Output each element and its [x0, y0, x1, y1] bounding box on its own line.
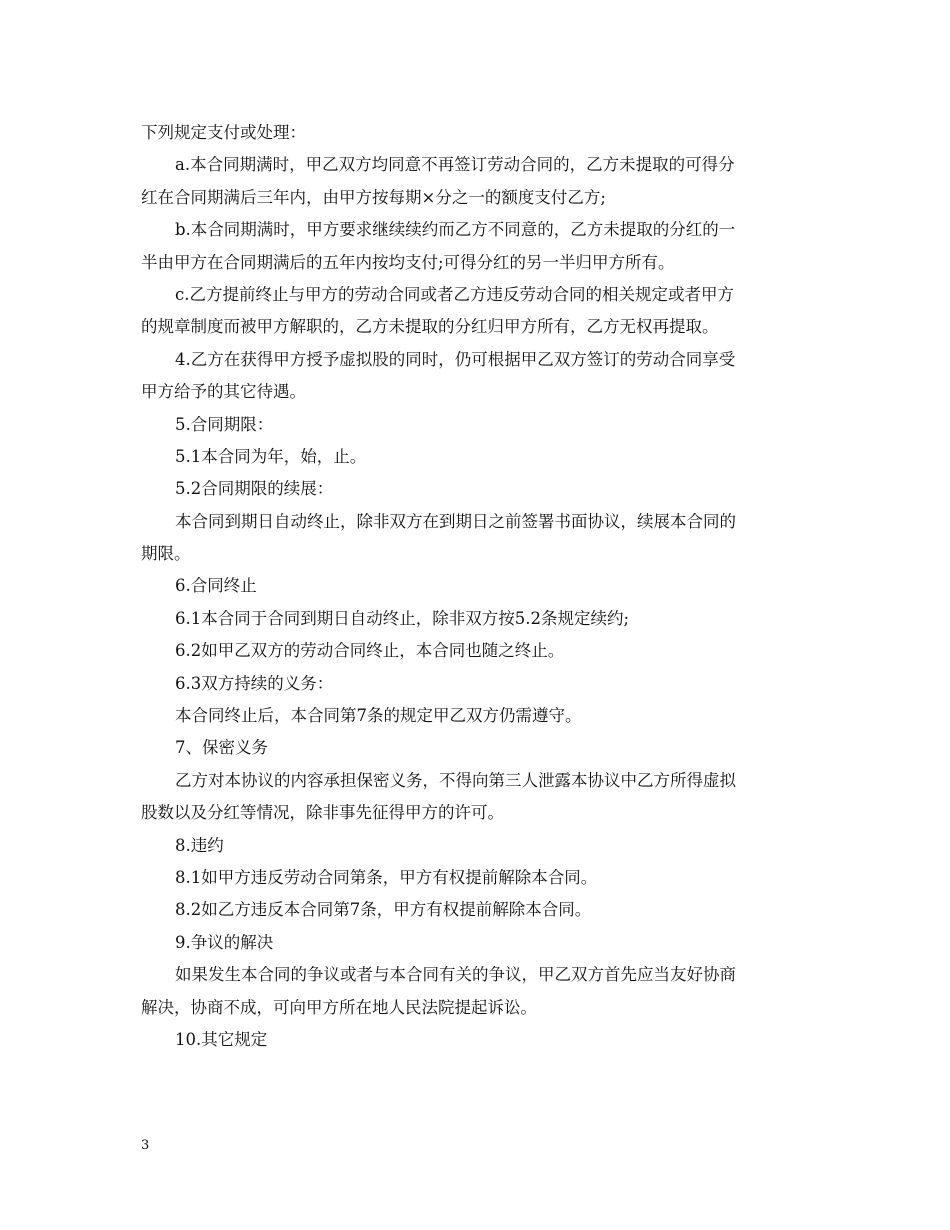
text-line: 6.2如甲乙双方的劳动合同终止，本合同也随之终止。 — [175, 641, 565, 661]
text-line: 5.2合同期限的续展： — [175, 479, 334, 499]
text-line: 7、保密义务 — [175, 738, 268, 758]
page-number: 3 — [141, 1138, 150, 1153]
text-line: 9.争议的解决 — [175, 932, 274, 952]
text-line: 4.乙方在获得甲方授予虚拟股的同时，仍可根据甲乙双方签订的劳动合同享受 — [175, 349, 736, 369]
text-line: 6.合同终止 — [175, 576, 257, 596]
text-line: 本合同到期日自动终止，除非双方在到期日之前签署书面协议，续展本合同的 — [175, 511, 736, 531]
text-line: a.本合同期满时，甲乙双方均同意不再签订劳动合同的，乙方未提取的可得分 — [175, 155, 735, 175]
text-line: 5.合同期限： — [175, 414, 274, 434]
text-line: c.乙方提前终止与甲方的劳动合同或者乙方违反劳动合同的相关规定或者甲方 — [175, 284, 734, 304]
text-line: 乙方对本协议的内容承担保密义务，不得向第三人泄露本协议中乙方所得虚拟 — [175, 770, 736, 790]
document-body — [141, 117, 811, 1056]
text-line: 8.违约 — [175, 835, 224, 855]
text-line: 10.其它规定 — [175, 1029, 268, 1049]
text-line: 甲方给予的其它待遇。 — [141, 382, 306, 402]
text-line: 红在合同期满后三年内，由甲方按每期×分之一的额度支付乙方; — [141, 187, 606, 207]
text-line: 6.1本合同于合同到期日自动终止，除非双方按5.2条规定续约; — [175, 608, 630, 628]
text-line: 8.1如甲方违反劳动合同第条，甲方有权提前解除本合同。 — [175, 867, 598, 887]
text-line: 的规章制度而被甲方解职的，乙方未提取的分红归甲方所有，乙方无权再提取。 — [141, 317, 719, 337]
text-line: b.本合同期满时，甲方要求继续续约而乙方不同意的，乙方未提取的分红的一 — [175, 220, 736, 240]
text-line: 期限。 — [141, 544, 191, 564]
text-line: 如果发生本合同的争议或者与本合同有关的争议，甲乙双方首先应当友好协商 — [175, 965, 736, 985]
text-line: 本合同终止后，本合同第7条的规定甲乙双方仍需遵守。 — [175, 706, 582, 726]
text-line: 下列规定支付或处理： — [141, 123, 306, 142]
text-line: 5.1本合同为年，始，止。 — [175, 446, 367, 466]
text-line: 解决，协商不成，可向甲方所在地人民法院提起诉讼。 — [141, 997, 537, 1017]
text-line: 8.2如乙方违反本合同第7条，甲方有权提前解除本合同。 — [175, 900, 592, 920]
text-line: 半由甲方在合同期满后的五年内按均支付;可得分红的另一半归甲方所有。 — [141, 252, 675, 272]
text-line: 6.3双方持续的义务： — [175, 673, 334, 693]
text-line: 股数以及分红等情况，除非事先征得甲方的许可。 — [141, 803, 504, 823]
